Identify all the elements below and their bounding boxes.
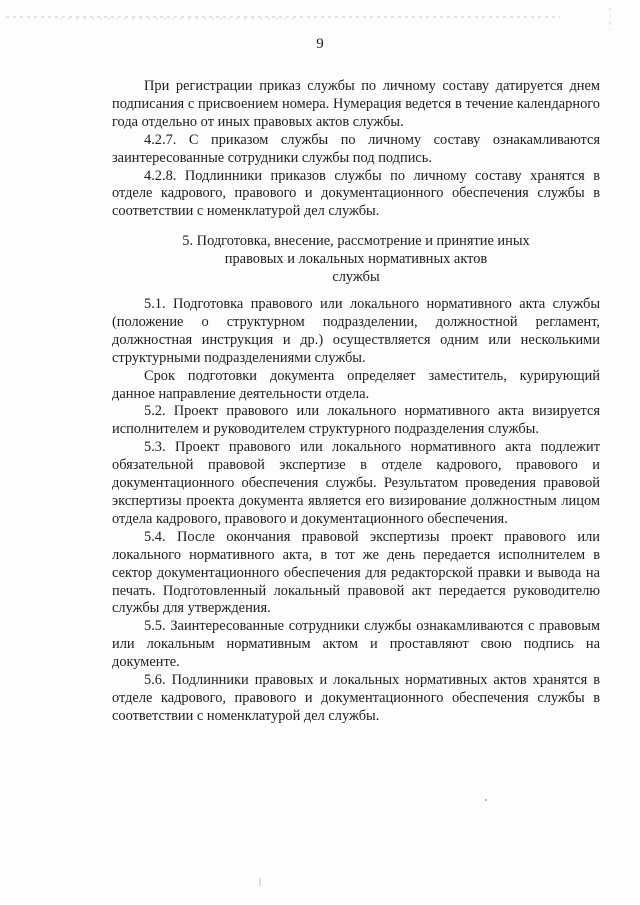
scan-noise-strip <box>0 0 640 30</box>
paragraph: 5.2. Проект правового или локального нормативного акта визируется исполнителем и руководителем структурного подразделения службы. <box>112 403 600 438</box>
page-number: 9 <box>316 36 324 52</box>
text-block-bottom <box>112 296 600 726</box>
paragraph: 5.5. Заинтересованные сотрудники службы ознакамливаются с правовым или локальным нормативным актом и проставляют свою подпись на документе. <box>112 618 600 671</box>
section-heading-line: правовых и локальных нормативных актов <box>224 250 488 267</box>
section-heading-line: 5. Подготовка, внесение, рассмотрение и принятие иных <box>182 233 530 249</box>
paragraph: 5.1. Подготовка правового или локального нормативного акта службы (положение о структурном подразделении, должностной регламент, должностная инструкция и др.) осуществляется одним или несколькими структурными подразделениями службы. <box>112 296 600 366</box>
section-heading-line: службы <box>332 268 380 285</box>
section-heading <box>112 233 600 287</box>
text-block-top <box>112 78 600 221</box>
scan-speck <box>258 878 262 886</box>
paragraph: 4.2.7. С приказом службы по личному составу ознакамливаются заинтересованные сотрудники службы под подпись. <box>112 131 600 166</box>
paragraph: 5.3. Проект правового или локального нормативного акта подлежит обязательной правовой экспертизе в отделе кадрового, правового и документационного обеспечения службы. Результатом проведения правовой экспертизы проекта документа является его визирование должностным лицом отдела кадрового, правового и документационного обеспечения. <box>112 439 600 527</box>
paragraph: 5.4. После окончания правовой экспертизы проект правового или локального нормативного акта, в тот же день передается исполнителем в сектор документационного обеспечения для редакторской правки и вывода на печать. Подготовленный локальный правовой акт передается руководителю службы для утверждения. <box>112 528 600 617</box>
paragraph: Срок подготовки документа определяет заместитель, курирующий данное направление деятельности отдела. <box>112 367 600 402</box>
paragraph: 5.6. Подлинники правовых и локальных нормативных актов хранятся в отделе кадрового, правового и документационного обеспечения службы в соответствии с номенклатурой дел службы. <box>112 672 600 724</box>
paragraph: При регистрации приказ службы по личному составу датируется днем подписания с присвоением номера. Нумерация ведется в течение календарного года отдельно от иных правовых актов службы. <box>112 78 600 130</box>
scan-speck <box>484 798 488 802</box>
paragraph: 4.2.8. Подлинники приказов службы по личному составу хранятся в отделе кадрового, правового и документационного обеспечения службы в соответствии с номенклатурой дел службы. <box>112 167 600 220</box>
